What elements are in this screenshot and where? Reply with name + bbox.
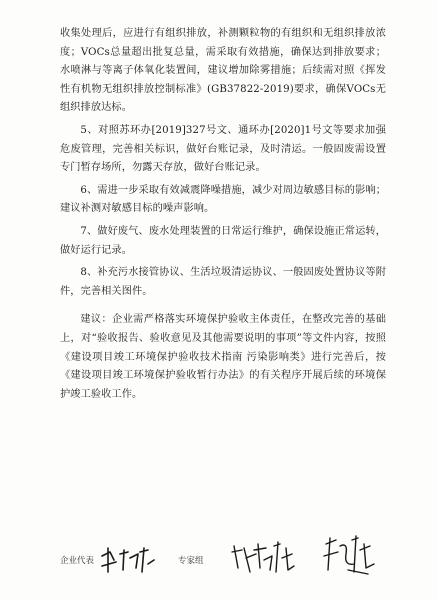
expert-signature-1-icon xyxy=(228,538,298,578)
paragraph-item-7: 7、做好废气、废水处理装置的日常运行维护，确保设施正常运转，做好运行记录。 xyxy=(60,225,386,256)
company-representative-label: 企业代表 xyxy=(60,556,95,566)
document-body xyxy=(60,25,386,408)
paragraph-item-5: 5、对照苏环办[2019]327号文、通环办[2020]1号文等要求加强危废管理，完善相关标识，做好台账记录，及时清运。一般固废需设置专门暂存场所，勿露天存放，做好台账记录。 xyxy=(60,124,386,174)
signature-row xyxy=(60,540,400,580)
expert-group-label: 专家组 xyxy=(178,556,204,566)
paragraph-suggestion: 建议：企业需严格落实环境保护验收主体责任，在整改完善的基础上，对“验收报告、验收意见及其他需要说明的事项”等文件内容，按照《建设项目竣工环境保护验收技术指南 污染影响类》进行完善后，按《建设项目竣工环境保护验收暂行办法》的有关程序开展后续的环境保护竣工验收工作。 xyxy=(60,314,386,400)
paragraph-continuation: 收集处理后，应进行有组织排放，补测颗粒物的有组织和无组织排放浓度；VOCs总量超出批复总量，需采取有效措施，确保达到排放要求；水喷淋与等离子体氧化装置间，建议增加除雾措施；后续需对照《挥发性有机物无组织排放控制标准》(GB37822-2019)要求，确保VOCs无组织排放达标。 xyxy=(60,28,386,114)
company-signature-icon xyxy=(98,542,156,576)
expert-signature-2-icon xyxy=(318,534,378,578)
paragraph-item-8: 8、补充污水接管协议、生活垃圾清运协议、一般固废处置协议等附件，完善相关图件。 xyxy=(60,267,386,297)
paragraph-item-6: 6、需进一步采取有效减震降噪措施，减少对周边敏感目标的影响；建议补测对敏感目标的噪声影响。 xyxy=(60,184,386,215)
